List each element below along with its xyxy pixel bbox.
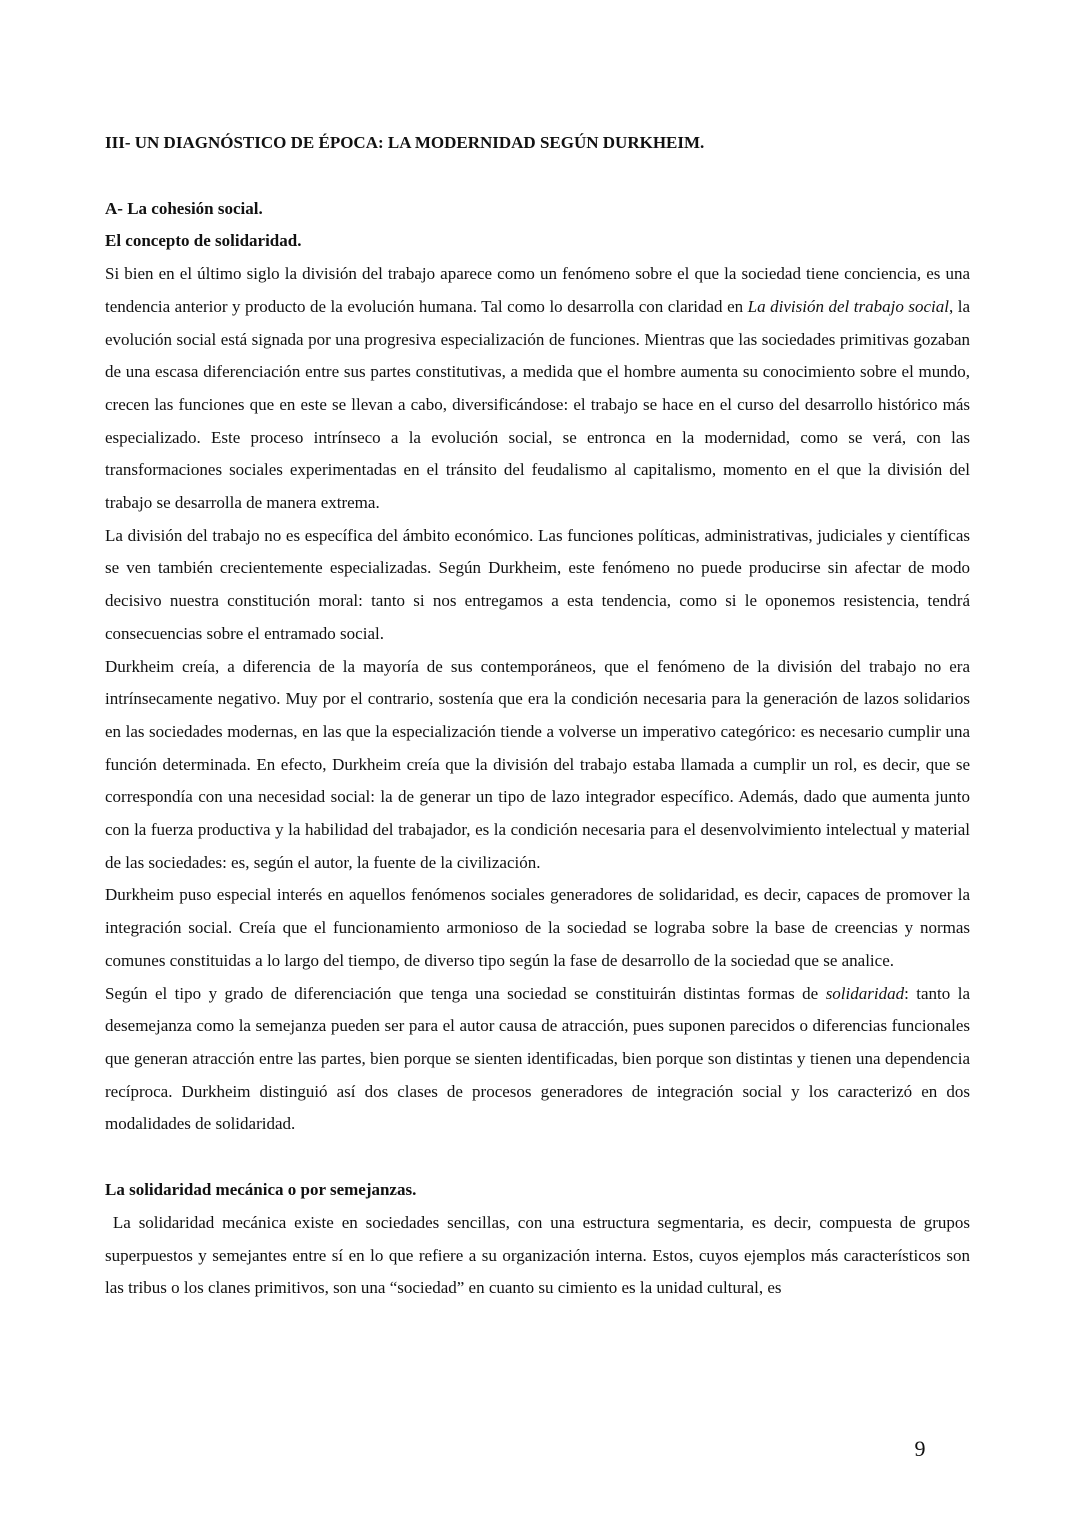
page-number: 9 bbox=[914, 1436, 926, 1461]
paragraph-1-part-a: Si bien en el último siglo la división del trabajo aparece como un fenómeno sobre el que la sociedad tiene conciencia, es una tendencia anterior y producto de la evolución humana. Tal como lo desarrolla con claridad en bbox=[105, 264, 970, 316]
paragraph-2: La división del trabajo no es específica del ámbito económico. Las funciones políticas, administrativas, judiciales y científicas se ven también crecientemente especializadas. Según Durkheim, este fenómeno no puede producirse sin afectar de modo decisivo nuestra constitución moral: tanto si nos entregamos a esta tendencia, como si le oponemos resistencia, tendrá consecuencias sobre el entramado social. bbox=[105, 525, 970, 643]
paragraph-1 bbox=[105, 258, 970, 520]
subsection-title: A- La cohesión social. bbox=[105, 198, 263, 218]
paragraph-5-part-a: Según el tipo y grado de diferenciación que tenga una sociedad se constituirán distintas formas de bbox=[105, 983, 826, 1003]
solidarity-italic: solidaridad bbox=[825, 983, 905, 1003]
heading-solidarity-concept: El concepto de solidaridad. bbox=[105, 231, 302, 251]
paragraph-5-part-b: : tanto la desemejanza como la semejanza pueden ser para el autor causa de atracción, pues suponen parecidos o diferencias funcionales que generan atracción entre las partes, bien porque se sienten identificadas, bien porque son distintas y tienen una dependencia recíproca. Durkheim distinguió así dos clases de procesos generadores de integración social y los caracterizó en dos modalidades de solidaridad. bbox=[105, 983, 970, 1134]
section-title: III- UN DIAGNÓSTICO DE ÉPOCA: LA MODERNIDAD SEGÚN DURKHEIM. bbox=[105, 133, 705, 152]
page-content bbox=[105, 127, 975, 1305]
heading-mechanical-solidarity: La solidaridad mecánica o por semejanzas. bbox=[105, 1180, 417, 1200]
spacer bbox=[105, 1141, 970, 1174]
book-title-italic: La división del trabajo social bbox=[747, 296, 949, 316]
paragraph-5 bbox=[105, 978, 970, 1142]
paragraph-6: La solidaridad mecánica existe en sociedades sencillas, con una estructura segmentaria, es decir, compuesta de grupos superpuestos y semejantes entre sí en lo que refiere a su organización interna. Estos, cuyos ejemplos más característicos son las tribus o los clanes primitivos, son una “sociedad” en cuanto su cimiento es la unidad cultural, es bbox=[105, 1212, 975, 1298]
paragraph-4: Durkheim puso especial interés en aquellos fenómenos sociales generadores de solidaridad, es decir, capaces de promover la integración social. Creía que el funcionamiento armonioso de la sociedad se lograba sobre la base de creencias y normas comunes constituidas a lo largo del tiempo, de diverso tipo según la fase de desarrollo de la sociedad que se analice. bbox=[105, 885, 970, 970]
paragraph-1-part-b: , la evolución social está signada por una progresiva especialización de funciones. Mientras que las sociedades primitivas gozaban de una escasa diferenciación entre sus partes constitutivas, a medida que el hombre aumenta su conocimiento sobre el mundo, crecen las funciones que en este se llevan a cabo, diversificándose: el trabajo se hace en el curso del desarrollo histórico más especializado. Este proceso intrínseco a la evolución social, se entronca en la modernidad, como se verá, con las transformaciones sociales experimentadas en el tránsito del feudalismo al capitalismo, momento en el que la división del trabajo se desarrolla de manera extrema. bbox=[105, 296, 970, 513]
spacer bbox=[105, 160, 970, 193]
paragraph-3: Durkheim creía, a diferencia de la mayoría de sus contemporáneos, que el fenómeno de la división del trabajo no era intrínsecamente negativo. Muy por el contrario, sostenía que era la condición necesaria para la generación de lazos solidarios en las sociedades modernas, en las que la especialización tiende a volverse un imperativo categórico: es necesario cumplir una función determinada. En efecto, Durkheim creía que la división del trabajo estaba llamada a cumplir un rol, es decir, que se correspondía con una necesidad social: la de generar un tipo de lazo integrador específico. Además, dado que aumenta junto con la fuerza productiva y la habilidad del trabajador, es la condición necesaria para el desenvolvimiento intelectual y material de las sociedades: es, según el autor, la fuente de la civilización. bbox=[105, 656, 970, 872]
